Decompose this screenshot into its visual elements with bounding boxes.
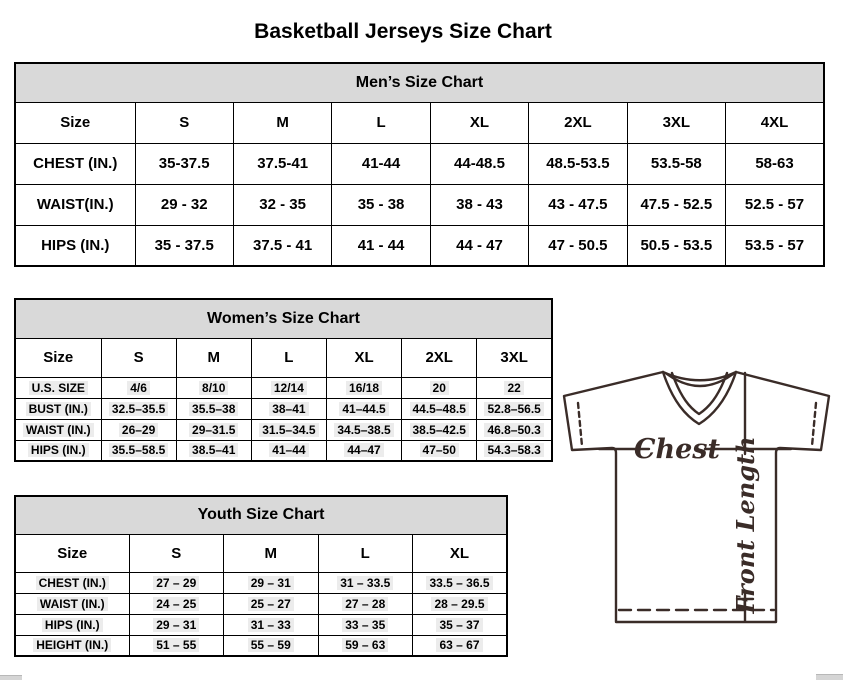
cell-value: 28 – 29.5 — [413, 593, 508, 614]
cell-value: 38 - 43 — [430, 184, 528, 225]
table-row — [15, 593, 507, 614]
cell-value: 47.5 - 52.5 — [627, 184, 725, 225]
cell-value: 41–44 — [251, 440, 326, 461]
table-row — [15, 102, 824, 143]
cell-value: 29 - 32 — [135, 184, 233, 225]
cell-value: 37.5 - 41 — [233, 225, 331, 266]
table-row — [15, 440, 552, 461]
table-row — [15, 398, 552, 419]
cell-value: 31 – 33.5 — [318, 572, 413, 593]
cell-value: 31 – 33 — [224, 614, 319, 635]
table-row — [15, 614, 507, 635]
cell-value: 44-48.5 — [430, 143, 528, 184]
table-row — [15, 419, 552, 440]
table-row — [15, 496, 507, 534]
cell-value: 8/10 — [176, 377, 251, 398]
page-title: Basketball Jerseys Size Chart — [254, 20, 552, 44]
cell-value: 20 — [402, 377, 477, 398]
size-header-cell: Size — [15, 534, 129, 572]
row-label: WAIST (IN.) — [15, 593, 129, 614]
cell-value: 29–31.5 — [176, 419, 251, 440]
cell-value: 33.5 – 36.5 — [413, 572, 508, 593]
cell-value: 4/6 — [101, 377, 176, 398]
cell-value: 41–44.5 — [326, 398, 401, 419]
cell-value: 46.8–50.3 — [477, 419, 552, 440]
cell-value: 35.5–58.5 — [101, 440, 176, 461]
cell-value: 22 — [477, 377, 552, 398]
cell-value: 35 - 37.5 — [135, 225, 233, 266]
chest-label: Chest — [634, 434, 720, 465]
row-label: HIPS (IN.) — [15, 440, 101, 461]
cell-value: 44–47 — [326, 440, 401, 461]
cell-value: 59 – 63 — [318, 635, 413, 656]
col-header: S — [101, 338, 176, 377]
cell-value: 47–50 — [402, 440, 477, 461]
cell-value: 25 – 27 — [224, 593, 319, 614]
cell-value: 33 – 35 — [318, 614, 413, 635]
table-row — [15, 63, 824, 102]
cell-value: 35.5–38 — [176, 398, 251, 419]
col-header: 3XL — [477, 338, 552, 377]
table-row — [15, 338, 552, 377]
cell-value: 38–41 — [251, 398, 326, 419]
col-header: XL — [326, 338, 401, 377]
mens-chart-title: Men’s Size Chart — [15, 63, 824, 102]
cell-value: 41 - 44 — [332, 225, 430, 266]
cell-value: 24 – 25 — [129, 593, 224, 614]
cell-value: 47 - 50.5 — [529, 225, 627, 266]
size-header-cell: Size — [15, 102, 135, 143]
cell-value: 37.5-41 — [233, 143, 331, 184]
col-header: S — [135, 102, 233, 143]
cell-value: 32 - 35 — [233, 184, 331, 225]
size-header-cell: Size — [15, 338, 101, 377]
col-header: S — [129, 534, 224, 572]
cell-value: 44.5–48.5 — [402, 398, 477, 419]
col-header: XL — [430, 102, 528, 143]
partial-element-bottom-left — [0, 675, 22, 680]
col-header: 2XL — [529, 102, 627, 143]
cell-value: 34.5–38.5 — [326, 419, 401, 440]
table-row — [15, 184, 824, 225]
cell-value: 55 – 59 — [224, 635, 319, 656]
cell-value: 53.5 - 57 — [726, 225, 824, 266]
row-label: HIPS (IN.) — [15, 225, 135, 266]
col-header: L — [332, 102, 430, 143]
row-label: HEIGHT (IN.) — [15, 635, 129, 656]
table-row — [15, 635, 507, 656]
cell-value: 51 – 55 — [129, 635, 224, 656]
cell-value: 16/18 — [326, 377, 401, 398]
cell-value: 52.5 - 57 — [726, 184, 824, 225]
cell-value: 53.5-58 — [627, 143, 725, 184]
row-label: CHEST (IN.) — [15, 572, 129, 593]
youth-chart-title: Youth Size Chart — [15, 496, 507, 534]
row-label: WAIST(IN.) — [15, 184, 135, 225]
row-label: WAIST (IN.) — [15, 419, 101, 440]
cell-value: 43 - 47.5 — [529, 184, 627, 225]
row-label: HIPS (IN.) — [15, 614, 129, 635]
front-length-label: Front Length — [731, 436, 760, 614]
youth-size-chart-table — [14, 495, 508, 657]
womens-chart-title: Women’s Size Chart — [15, 299, 552, 338]
row-label: CHEST (IN.) — [15, 143, 135, 184]
partial-element-bottom-right — [816, 674, 843, 680]
col-header: 4XL — [726, 102, 824, 143]
cell-value: 54.3–58.3 — [477, 440, 552, 461]
col-header: 2XL — [402, 338, 477, 377]
row-label: U.S. SIZE — [15, 377, 101, 398]
cell-value: 35 – 37 — [413, 614, 508, 635]
table-row — [15, 572, 507, 593]
cell-value: 31.5–34.5 — [251, 419, 326, 440]
cell-value: 12/14 — [251, 377, 326, 398]
cell-value: 35 - 38 — [332, 184, 430, 225]
cell-value: 27 – 29 — [129, 572, 224, 593]
cell-value: 58-63 — [726, 143, 824, 184]
table-row — [15, 377, 552, 398]
cell-value: 38.5–41 — [176, 440, 251, 461]
jersey-measurement-diagram — [555, 360, 843, 679]
cell-value: 29 – 31 — [129, 614, 224, 635]
col-header: L — [251, 338, 326, 377]
womens-size-chart-table — [14, 298, 553, 462]
cell-value: 35-37.5 — [135, 143, 233, 184]
table-row — [15, 299, 552, 338]
cell-value: 41-44 — [332, 143, 430, 184]
col-header: M — [224, 534, 319, 572]
cell-value: 26–29 — [101, 419, 176, 440]
col-header: M — [176, 338, 251, 377]
cell-value: 27 – 28 — [318, 593, 413, 614]
mens-size-chart-table — [14, 62, 825, 267]
cell-value: 38.5–42.5 — [402, 419, 477, 440]
col-header: XL — [413, 534, 508, 572]
cell-value: 48.5-53.5 — [529, 143, 627, 184]
jersey-diagram-icon — [555, 360, 843, 679]
table-row — [15, 143, 824, 184]
cell-value: 44 - 47 — [430, 225, 528, 266]
cell-value: 52.8–56.5 — [477, 398, 552, 419]
cell-value: 50.5 - 53.5 — [627, 225, 725, 266]
table-row — [15, 534, 507, 572]
cell-value: 63 – 67 — [413, 635, 508, 656]
row-label: BUST (IN.) — [15, 398, 101, 419]
table-row — [15, 225, 824, 266]
col-header: L — [318, 534, 413, 572]
cell-value: 29 – 31 — [224, 572, 319, 593]
cell-value: 32.5–35.5 — [101, 398, 176, 419]
col-header: M — [233, 102, 331, 143]
col-header: 3XL — [627, 102, 725, 143]
